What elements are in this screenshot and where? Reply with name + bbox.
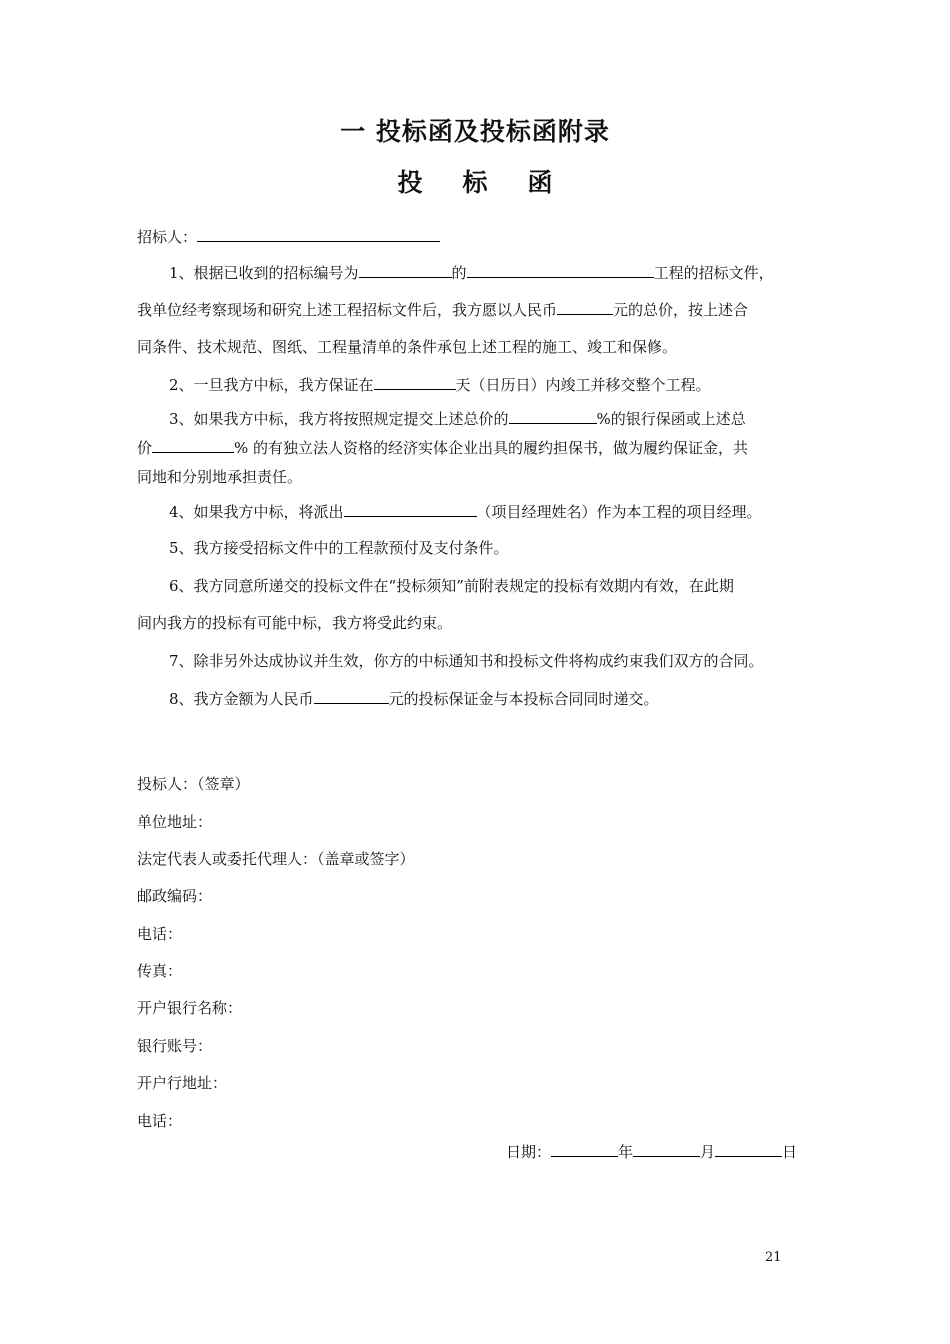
- guarantee-percent-blank: [509, 408, 597, 424]
- clause-text: % 的有独立法人资格的经济实体企业出具的履约担保书，做为履约保证金，共: [234, 439, 749, 457]
- project-name-blank: [467, 262, 654, 278]
- year-label: 年: [618, 1143, 634, 1161]
- clause-1-line-3: 同条件、技术规范、图纸、工程量清单的条件承包上述工程的施工、竣工和保修。: [137, 338, 678, 356]
- recipient-label: 招标人：: [137, 228, 198, 246]
- representative-label: 法定代表人或委托代理人：（盖章或签字）: [137, 850, 415, 868]
- phone-label: 电话：: [137, 925, 183, 943]
- bidder-signature-label: 投标人：（签章）: [137, 775, 250, 793]
- total-price-blank: [557, 299, 613, 315]
- clause-1-line-2: [137, 299, 748, 320]
- clause-7: 7、除非另外达成协议并生效，你方的中标通知书和投标文件将构成约束我们双方的合同。: [169, 652, 764, 670]
- date-line: [506, 1141, 797, 1162]
- fax-label: 传真：: [137, 962, 183, 980]
- duration-blank: [374, 374, 456, 390]
- clause-5: 5、我方接受招标文件中的工程款预付及支付条件。: [169, 539, 509, 557]
- postal-code-label: 邮政编码：: [137, 887, 213, 905]
- clause-text: 1、根据已收到的招标编号为: [169, 264, 359, 282]
- recipient-line: [137, 226, 440, 247]
- subtitle-char: 函: [527, 168, 553, 197]
- clause-text: 元的总价，按上述合: [613, 301, 749, 319]
- clause-text: 工程的招标文件，: [653, 264, 774, 282]
- clause-6-line-2: 间内我方的投标有可能中标，我方将受此约束。: [137, 614, 453, 632]
- clause-text: 2、一旦我方中标，我方保证在: [169, 376, 374, 394]
- clause-3-line-2: [137, 437, 748, 458]
- manager-name-blank: [344, 501, 477, 517]
- clause-text: 3、如果我方中标，我方将按照规定提交上述总价的: [169, 410, 509, 428]
- clause-text: 价: [137, 439, 153, 457]
- tender-number-blank: [359, 262, 452, 278]
- document-title: 一 投标函及投标函附录: [340, 117, 610, 146]
- clause-2: [169, 374, 711, 395]
- bank-address-label: 开户行地址：: [137, 1074, 228, 1092]
- clause-1-line-1: [169, 262, 774, 283]
- bank-account-label: 银行账号：: [137, 1037, 213, 1055]
- clause-3-line-3: 同地和分别地承担责任。: [137, 468, 303, 486]
- year-blank: [551, 1141, 618, 1157]
- month-label: 月: [700, 1143, 716, 1161]
- clause-3-line-1: [169, 408, 746, 429]
- clause-text: （项目经理姓名）作为本工程的项目经理。: [476, 503, 762, 521]
- recipient-blank: [197, 226, 440, 242]
- date-label: 日期：: [506, 1143, 552, 1161]
- bank-name-label: 开户银行名称：: [137, 999, 243, 1017]
- day-label: 日: [782, 1143, 798, 1161]
- subtitle-char: 投: [397, 168, 423, 197]
- bond-percent-blank: [152, 437, 234, 453]
- month-blank: [633, 1141, 700, 1157]
- clause-text: 4、如果我方中标，将派出: [169, 503, 344, 521]
- bid-bond-blank: [314, 688, 389, 704]
- day-blank: [715, 1141, 782, 1157]
- phone-label-2: 电话：: [137, 1112, 183, 1130]
- clause-text: 天（日历日）内竣工并移交整个工程。: [455, 376, 711, 394]
- clause-4: [169, 501, 762, 522]
- clause-6-line-1: 6、我方同意所递交的投标文件在“投标须知”前附表规定的投标有效期内有效，在此期: [169, 577, 734, 595]
- clause-text: 元的投标保证金与本投标合同同时递交。: [388, 690, 659, 708]
- subtitle-char: 标: [462, 168, 488, 197]
- address-label: 单位地址：: [137, 813, 213, 831]
- clause-text: 我单位经考察现场和研究上述工程招标文件后，我方愿以人民币: [137, 301, 558, 319]
- clause-8: [169, 688, 659, 709]
- clause-text: %的银行保函或上述总: [596, 410, 746, 428]
- clause-text: 的: [451, 264, 467, 282]
- page-number: 21: [765, 1250, 782, 1265]
- clause-text: 8、我方金额为人民币: [169, 690, 314, 708]
- document-subtitle: [0, 163, 950, 199]
